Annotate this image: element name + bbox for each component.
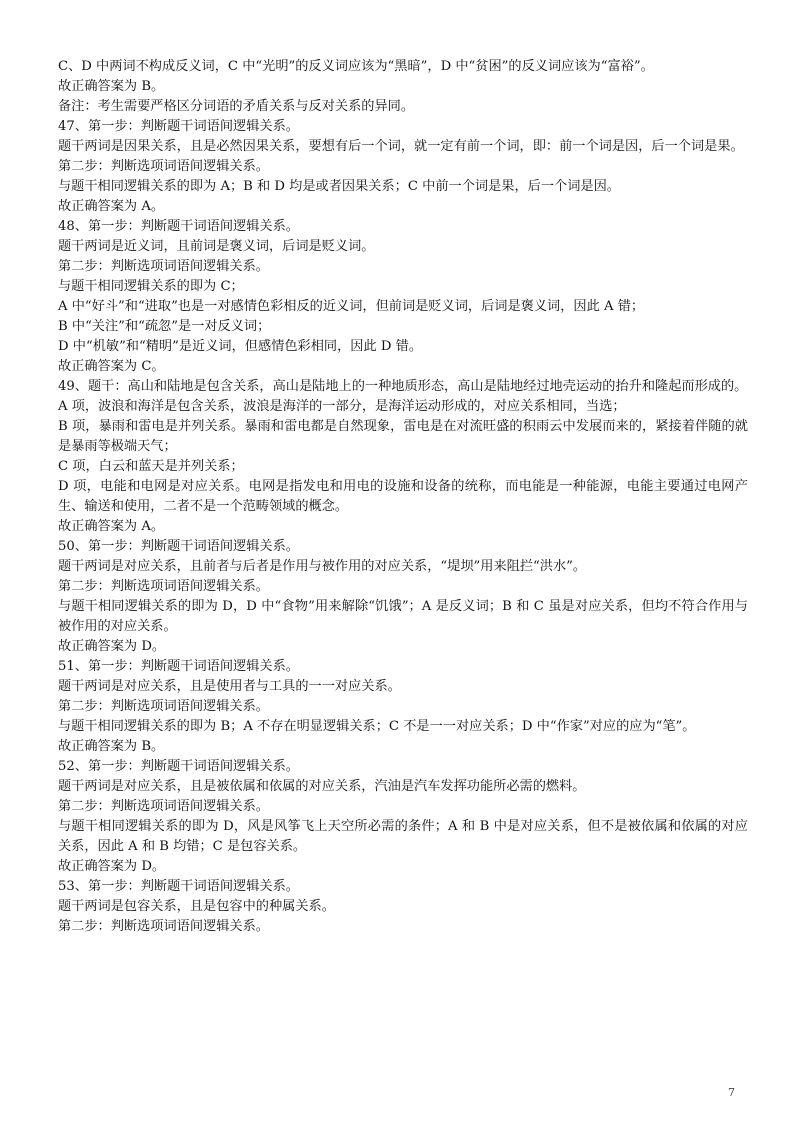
text-line: 故正确答案为 D。 [58, 639, 166, 654]
text-line: 第二步：判断选项词语间逻辑关系。 [58, 699, 269, 714]
text-line: 与题干相同逻辑关系的即为 D，风是风筝飞上天空所必需的条件；A 和 B 中是对应关系，但不是被依属和依属的对应关系，因此 A 和 B 均错；C 是包容关系。 [58, 819, 748, 854]
text-line: 52、第一步：判断题干词语间逻辑关系。 [58, 759, 299, 774]
text-line: D 中“机敏”和“精明”是近义词，但感情色彩相同，因此 D 错。 [58, 339, 422, 354]
text-line: 47、第一步：判断题干词语间逻辑关系。 [58, 119, 299, 134]
text-line: A 项，波浪和海洋是包含关系，波浪是海洋的一部分，是海洋运动形成的，对应关系相同，当选； [58, 399, 626, 414]
text-line: 49、题干：高山和陆地是包含关系，高山是陆地上的一种地质形态，高山是陆地经过地壳运动的抬升和隆起而形成的。 [58, 379, 748, 394]
text-line: C 项，白云和蓝天是并列关系； [58, 459, 244, 474]
text-line: 故正确答案为 B。 [58, 79, 165, 94]
text-line: 与题干相同逻辑关系的即为 A；B 和 D 均是或者因果关系；C 中前一个词是果，后一个词是因。 [58, 179, 620, 194]
text-line: 备注：考生需要严格区分词语的矛盾关系与反对关系的异同。 [58, 99, 415, 114]
text-line: 48、第一步：判断题干词语间逻辑关系。 [58, 219, 299, 234]
text-line: 50、第一步：判断题干词语间逻辑关系。 [58, 539, 299, 554]
text-line: 故正确答案为 D。 [58, 859, 166, 874]
page-number: 7 [728, 1086, 735, 1099]
text-line: 题干两词是近义词，且前词是褒义词，后词是贬义词。 [58, 239, 375, 254]
text-line: C、D 中两词不构成反义词，C 中“光明”的反义词应该为“黑暗”，D 中“贫困”的反义词应该为“富裕”。 [58, 59, 654, 74]
answer-explanations [58, 57, 748, 937]
text-line: 故正确答案为 B。 [58, 739, 165, 754]
text-line: 故正确答案为 A。 [58, 519, 165, 534]
text-line: 第二步：判断选项词语间逻辑关系。 [58, 159, 269, 174]
text-line: 题干两词是对应关系，且前者与后者是作用与被作用的对应关系，“堤坝”用来阻拦“洪水”。 [58, 559, 587, 574]
text-line: 故正确答案为 C。 [58, 359, 165, 374]
text-line: 53、第一步：判断题干词语间逻辑关系。 [58, 879, 299, 894]
text-line: 第二步：判断选项词语间逻辑关系。 [58, 919, 269, 934]
text-line: 题干两词是对应关系，且是被依属和依属的对应关系，汽油是汽车发挥功能所必需的燃料。 [58, 779, 586, 794]
text-line: 题干两词是对应关系，且是使用者与工具的一一对应关系。 [58, 679, 401, 694]
text-line: 51、第一步：判断题干词语间逻辑关系。 [58, 659, 299, 674]
text-line: 题干两词是包容关系，且是包容中的种属关系。 [58, 899, 335, 914]
text-line: B 中“关注”和“疏忽”是一对反义词； [58, 319, 271, 334]
text-line: B 项，暴雨和雷电是并列关系。暴雨和雷电都是自然现象，雷电是在对流旺盛的积雨云中发展而来的，紧接着伴随的就是暴雨等极端天气； [58, 419, 748, 454]
text-line: 第二步：判断选项词语间逻辑关系。 [58, 259, 269, 274]
text-line: 题干两词是因果关系，且是必然因果关系，要想有后一个词，就一定有前一个词，即：前一个词是因，后一个词是果。 [58, 139, 744, 154]
text-line: 故正确答案为 A。 [58, 199, 165, 214]
text-line: 第二步：判断选项词语间逻辑关系。 [58, 579, 269, 594]
text-line: 与题干相同逻辑关系的即为 C； [58, 279, 244, 294]
text-line: 与题干相同逻辑关系的即为 B；A 不存在明显逻辑关系；C 不是一一对应关系；D 中“作家”对应的应为“笔”。 [58, 719, 696, 734]
text-line: 第二步：判断选项词语间逻辑关系。 [58, 799, 269, 814]
text-line: 与题干相同逻辑关系的即为 D，D 中“食物”用来解除“饥饿”；A 是反义词；B 和 C 虽是对应关系，但均不符合作用与被作用的对应关系。 [58, 599, 748, 634]
text-line: D 项，电能和电网是对应关系。电网是指发电和用电的设施和设备的统称，而电能是一种能源，电能主要通过电网产生、输送和使用，二者不是一个范畴领域的概念。 [58, 479, 748, 514]
text-line: A 中“好斗”和“进取”也是一对感情色彩相反的近义词，但前词是贬义词，后词是褒义词，因此 A 错； [58, 299, 645, 314]
